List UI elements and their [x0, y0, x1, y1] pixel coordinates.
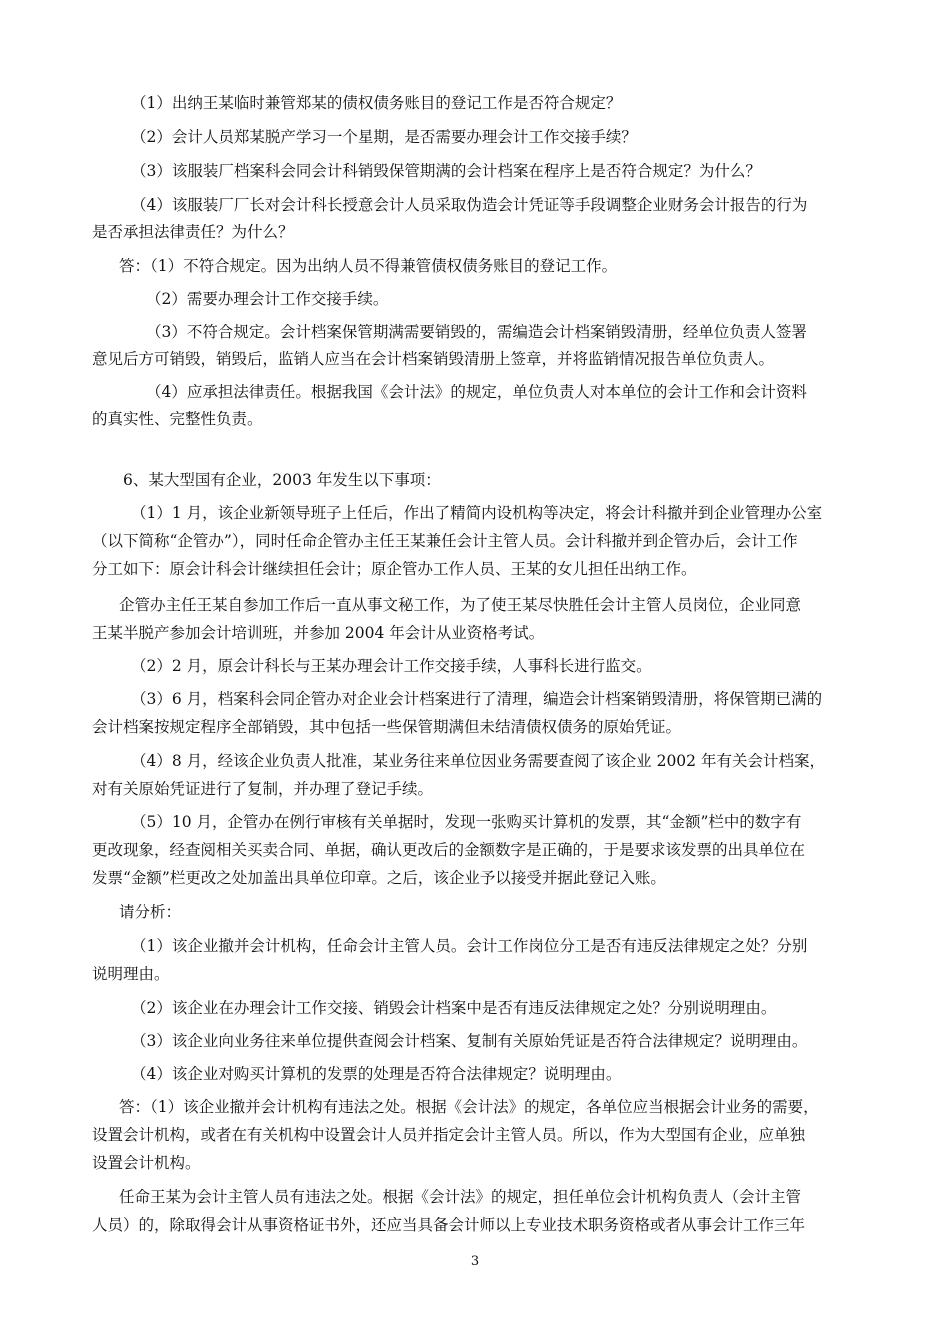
case-6-item-4-cont: 对有关原始凭证进行了复制，并办理了登记手续。	[92, 780, 434, 798]
analysis-answer-1: 答：（1）该企业撤并会计机构有违法之处。根据《会计法》的规定，各单位应当根据会计业务的需要，	[119, 1098, 819, 1116]
case-6-item-5-cont: 发票“金额”栏更改之处加盖出具单位印章。之后，该企业予以接受并据此登记入账。	[92, 869, 666, 887]
question-4: （4）该服装厂厂长对会计科长授意会计人员采取伪造会计凭证等手段调整企业财务会计报告的行为	[131, 196, 808, 214]
analysis-question-3: （3）该企业向业务往来单位提供查阅会计档案、复制有关原始凭证是否符合法律规定？说明理由。	[131, 1032, 808, 1050]
analysis-question-4: （4）该企业对购买计算机的发票的处理是否符合法律规定？说明理由。	[131, 1065, 622, 1083]
case-6-item-4: （4）8 月，经该企业负责人批准，某业务往来单位因业务需要查阅了该企业 2002 年有关会计档案，	[131, 752, 825, 770]
case-6-paragraph-cont: 王某半脱产参加会计培训班，并参加 2004 年会计从业资格考试。	[92, 624, 545, 642]
analysis-question-1: （1）该企业撤并会计机构，任命会计主管人员。会计工作岗位分工是否有违反法律规定之处？分别	[131, 937, 808, 955]
analysis-question-1-cont: 说明理由。	[92, 965, 170, 983]
case-6-item-3-cont: 会计档案按规定程序全部销毁，其中包括一些保管期满但未结清债权债务的原始凭证。	[92, 718, 682, 736]
analysis-answer-1-cont: 设置会计机构。	[92, 1154, 201, 1172]
analysis-answer-1-cont: 设置会计机构，或者在有关机构中设置会计人员并指定会计主管人员。所以，作为大型国有企业，应单独	[92, 1126, 806, 1144]
page-number: 3	[470, 1254, 480, 1269]
answer-3-cont: 意见后方可销毁，销毁后，监销人应当在会计档案销毁清册上签章，并将监销情况报告单位负责人。	[92, 350, 775, 368]
question-3: （3）该服装厂档案科会同会计科销毁保管期满的会计档案在程序上是否符合规定？为什么？	[131, 162, 761, 180]
case-6-heading: 6、某大型国有企业，2003 年发生以下事项：	[123, 471, 441, 489]
case-6-item-5: （5）10 月，企管办在例行审核有关单据时，发现一张购买计算机的发票，其“金额”栏中的数字有	[131, 813, 802, 831]
case-6-item-1-cont: （以下简称“企管办”），同时任命企管办主任王某兼任会计主管人员。会计科撤并到企管办后，会计工作	[92, 532, 798, 550]
case-6-item-3: （3）6 月，档案科会同企管办对企业会计档案进行了清理，编造会计档案销毁清册，将保管期已满的	[131, 690, 823, 708]
question-4-cont: 是否承担法律责任？为什么？	[92, 223, 294, 241]
case-6-paragraph: 企管办主任王某自参加工作后一直从事文秘工作，为了使王某尽快胜任会计主管人员岗位，企业同意	[119, 596, 802, 614]
answer-3: （3）不符合规定。会计档案保管期满需要销毁的，需编造会计档案销毁清册，经单位负责人签署	[146, 323, 807, 341]
answer-4-cont: 的真实性、完整性负责。	[92, 410, 263, 428]
case-6-item-5-cont: 更改现象，经查阅相关买卖合同、单据，确认更改后的金额数字是正确的，于是要求该发票的出具单位在	[92, 841, 806, 859]
case-6-item-1-cont: 分工如下：原会计科会计继续担任会计；原企管办工作人员、王某的女儿担任出纳工作。	[92, 560, 697, 578]
analysis-question-2: （2）该企业在办理会计工作交接、销毁会计档案中是否有违反法律规定之处？分别说明理由。	[131, 999, 777, 1017]
answer-1: 答：（1）不符合规定。因为出纳人员不得兼管债权债务账目的登记工作。	[119, 257, 618, 275]
question-1: （1）出纳王某临时兼管郑某的债权债务账目的登记工作是否符合规定？	[131, 94, 622, 112]
analysis-answer-1b: 任命王某为会计主管人员有违法之处。根据《会计法》的规定，担任单位会计机构负责人（会计主管	[119, 1188, 802, 1206]
case-6-item-2: （2）2 月，原会计科长与王某办理会计工作交接手续，人事科长进行监交。	[131, 657, 652, 675]
answer-2: （2）需要办理会计工作交接手续。	[146, 290, 389, 308]
case-6-item-1: （1）1 月，该企业新领导班子上任后，作出了精简内设机构等决定，将会计科撤并到企业管理办公室	[131, 504, 823, 522]
analysis-answer-1b-cont: 人员）的，除取得会计从事资格证书外，还应当具备会计师以上专业技术职务资格或者从事会计工作三年	[92, 1216, 806, 1234]
answer-4: （4）应承担法律责任。根据我国《会计法》的规定，单位负责人对本单位的会计工作和会计资料	[146, 383, 807, 401]
question-2: （2）会计人员郑某脱产学习一个星期，是否需要办理会计工作交接手续？	[131, 128, 637, 146]
analysis-heading: 请分析：	[119, 903, 182, 921]
